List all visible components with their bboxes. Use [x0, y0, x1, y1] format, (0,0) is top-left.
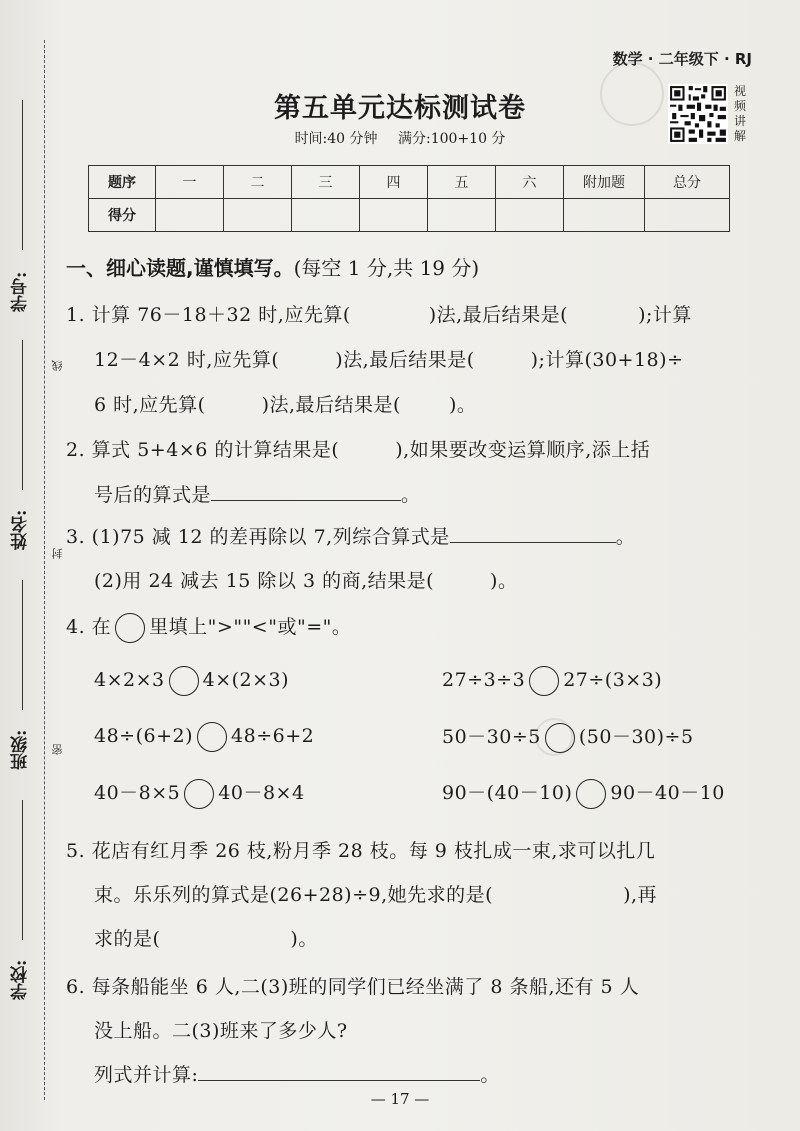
q2-text: 。	[401, 484, 421, 506]
binding-dashed-line	[44, 40, 45, 1100]
q4-line-1	[66, 612, 351, 643]
compare-right: (50－30)÷5	[578, 726, 694, 748]
page-number: — 17 —	[370, 1090, 430, 1108]
compare-left: 90－(40－10)	[442, 782, 573, 804]
q6-text: 。	[480, 1064, 500, 1086]
q2-text: ),如果要改变运算顺序,添上括	[395, 439, 651, 461]
score-cell-header: 总分	[645, 166, 730, 199]
compare-right: 40－8×4	[218, 782, 305, 804]
answer-underline[interactable]	[450, 522, 616, 543]
q2-line-1	[66, 435, 650, 462]
compare-circle-input[interactable]	[545, 723, 575, 753]
q2-text: 号后的算式是	[94, 484, 212, 506]
score-cell-empty[interactable]	[156, 199, 224, 232]
compare-item	[94, 722, 314, 752]
score-cell-header: 六	[496, 166, 564, 199]
q5-text: 束。乐乐列的算式是(26+28)÷9,她先求的是(	[94, 884, 494, 906]
time-limit: 时间:40 分钟	[294, 131, 378, 147]
q1-text: 1. 计算 76－18＋32 时,应先算(	[66, 304, 351, 326]
compare-left: 48÷(6+2)	[94, 725, 194, 747]
full-score: 满分:100+10 分	[398, 131, 506, 147]
compare-right: 4×(2×3)	[202, 669, 290, 691]
compare-circle-input[interactable]	[169, 666, 199, 696]
compare-circle-input[interactable]	[197, 722, 227, 752]
compare-circle-icon	[115, 613, 145, 643]
q1-text: 12－4×2 时,应先算(	[94, 349, 280, 371]
q6-text: 没上船。二(3)班来了多少人?	[94, 1020, 348, 1042]
side-label-class: 班级:	[11, 729, 31, 771]
score-cell-empty[interactable]	[360, 199, 428, 232]
score-cell-empty[interactable]	[224, 199, 292, 232]
compare-circle-input[interactable]	[184, 779, 214, 809]
page-title: 第五单元达标测试卷	[274, 93, 526, 124]
q1-text: 6 时,应先算(	[94, 394, 206, 416]
q6-text: 列式并计算:	[94, 1064, 199, 1086]
score-cell-empty[interactable]	[292, 199, 360, 232]
compare-circle-input[interactable]	[576, 779, 606, 809]
q3-text: )。	[490, 570, 518, 592]
score-cell-header: 一	[156, 166, 224, 199]
score-cell-header: 题序	[89, 166, 156, 199]
score-row-label: 得分	[89, 199, 156, 232]
compare-left: 40－8×5	[94, 782, 181, 804]
answer-underline[interactable]	[198, 1060, 480, 1081]
q1-text: );计算(30+18)÷	[530, 349, 684, 371]
compare-item	[94, 666, 289, 696]
side-name-fill-line	[22, 340, 23, 490]
score-cell-empty[interactable]	[564, 199, 645, 232]
side-class-fill-line	[22, 580, 23, 710]
q4-text: 4. 在	[66, 616, 112, 638]
compare-left: 50－30÷5	[442, 726, 541, 748]
q1-line-1	[66, 300, 692, 327]
score-cell-header: 附加题	[564, 166, 645, 199]
q3-text: (2)用 24 减去 15 除以 3 的商,结果是(	[94, 570, 435, 592]
compare-left: 4×2×3	[94, 669, 165, 691]
side-mark-secret: 密	[51, 744, 64, 755]
q5-line-2	[94, 880, 657, 907]
side-label-school: 学校:	[11, 959, 31, 1001]
q1-text: )法,最后结果是(	[428, 304, 569, 326]
score-cell-header: 三	[292, 166, 360, 199]
side-label-name: 姓名:	[11, 509, 31, 551]
q1-text: )。	[448, 394, 477, 416]
section-title: 一、细心读题,谨慎填写。	[66, 256, 294, 280]
q3-text: 3. (1)75 减 12 的差再除以 7,列综合算式是	[66, 526, 450, 548]
score-cell-empty[interactable]	[645, 199, 730, 232]
score-table-header-row	[89, 166, 730, 199]
test-info	[0, 128, 800, 148]
q6-line-2	[94, 1016, 348, 1043]
compare-item	[94, 778, 305, 809]
side-school-fill-line	[22, 800, 23, 940]
section-score-note: (每空 1 分,共 19 分)	[293, 256, 480, 280]
q5-line-3	[94, 924, 318, 951]
side-mark-seal: 封	[51, 548, 64, 559]
section-heading	[66, 252, 479, 281]
score-table	[88, 165, 730, 232]
score-cell-header: 四	[360, 166, 428, 199]
qr-video-label: 视频讲解	[734, 84, 747, 143]
side-label-id: 学号:	[11, 271, 31, 313]
subject-tag: 数学 · 二年级下 · RJ	[612, 50, 752, 68]
compare-right: 48÷6+2	[231, 725, 315, 747]
score-cell-empty[interactable]	[496, 199, 564, 232]
q3-line-2	[94, 566, 517, 593]
compare-item	[442, 666, 662, 696]
q4-text: 里填上">""<"或"="。	[149, 616, 352, 638]
q5-text: ),再	[623, 884, 658, 906]
q5-line-1	[66, 836, 655, 863]
q6-text: 6. 每条船能坐 6 人,二(3)班的同学们已经坐满了 8 条船,还有 5 人	[66, 976, 640, 998]
q5-text: 求的是(	[94, 928, 161, 950]
answer-underline[interactable]	[211, 480, 401, 501]
q3-text: 。	[615, 526, 636, 548]
score-table-score-row	[89, 199, 730, 232]
q1-text: );计算	[638, 304, 692, 326]
q2-text: 2. 算式 5+4×6 的计算结果是(	[66, 439, 340, 461]
q1-line-3	[94, 390, 476, 417]
q5-text: 5. 花店有红月季 26 枝,粉月季 28 枝。每 9 枝扎成一束,求可以扎几	[66, 840, 656, 862]
score-cell-header: 二	[224, 166, 292, 199]
side-mark-line: 线	[51, 360, 64, 371]
q3-line-1	[66, 522, 635, 549]
score-cell-empty[interactable]	[428, 199, 496, 232]
compare-right: 27÷(3×3)	[563, 669, 663, 691]
compare-left: 27÷3÷3	[442, 669, 526, 691]
q6-line-1	[66, 972, 639, 999]
score-cell-header: 五	[428, 166, 496, 199]
compare-item	[442, 722, 694, 753]
q5-text: )。	[290, 928, 318, 950]
q6-line-3	[94, 1060, 500, 1087]
compare-circle-input[interactable]	[529, 666, 559, 696]
q1-text: )法,最后结果是(	[335, 349, 475, 371]
compare-right: 90－40－10	[610, 782, 725, 804]
q2-line-2	[94, 480, 421, 507]
compare-item	[442, 778, 725, 809]
q1-text: )法,最后结果是(	[261, 394, 401, 416]
q1-line-2	[94, 345, 683, 372]
